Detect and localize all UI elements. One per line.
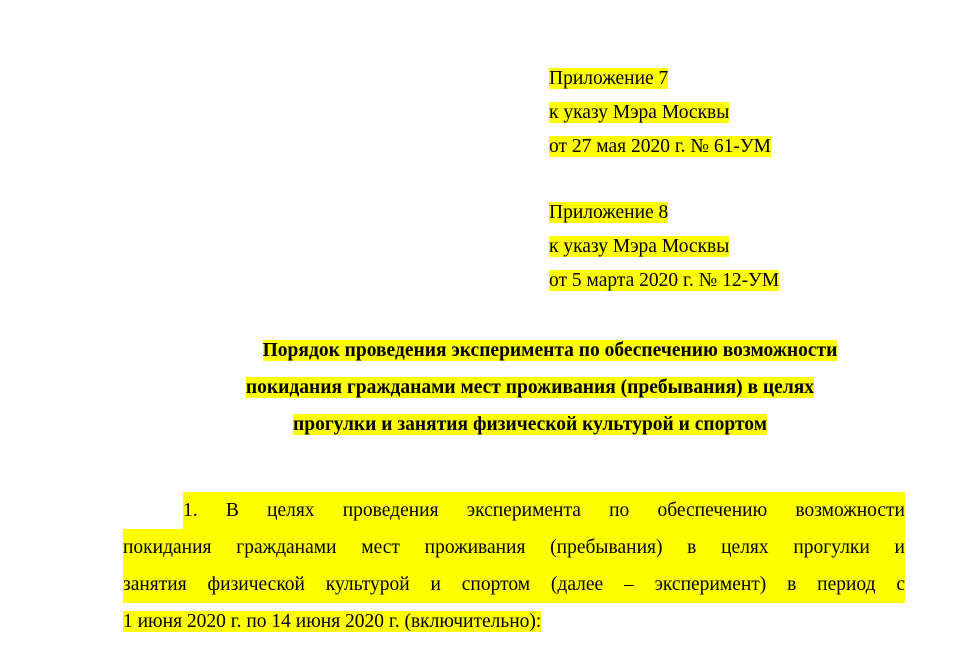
appendix-7-decree-ref: к указу Мэра Москвы [549, 102, 730, 123]
paragraph-1-line-1: 1. В целях проведения эксперимента по обеспечению возможности [183, 492, 905, 529]
document-title [160, 332, 900, 443]
appendix-8-header [549, 196, 779, 298]
paragraph-1-line-4: 1 июня 2020 г. по 14 июня 2020 г. (включительно): [123, 611, 542, 632]
appendix-7-number: Приложение 7 [549, 68, 669, 89]
appendix-8-number: Приложение 8 [549, 202, 669, 223]
title-line-2: покидания гражданами мест проживания (пребывания) в целях [245, 377, 815, 398]
appendix-7-header [549, 62, 771, 164]
paragraph-1 [123, 492, 905, 640]
paragraph-1-line-3: занятия физической культурой и спортом (далее – эксперимент) в период с [123, 566, 905, 603]
appendix-8-decree-ref: к указу Мэра Москвы [549, 236, 730, 257]
title-line-1: Порядок проведения эксперимента по обеспечению возможности [262, 340, 838, 361]
appendix-7-date: от 27 мая 2020 г. № 61-УМ [549, 136, 772, 157]
title-line-3: прогулки и занятия физической культурой и спортом [293, 414, 767, 435]
appendix-8-date: от 5 марта 2020 г. № 12-УМ [549, 270, 780, 291]
paragraph-1-line-2: покидания гражданами мест проживания (пребывания) в целях прогулки и [123, 529, 905, 566]
